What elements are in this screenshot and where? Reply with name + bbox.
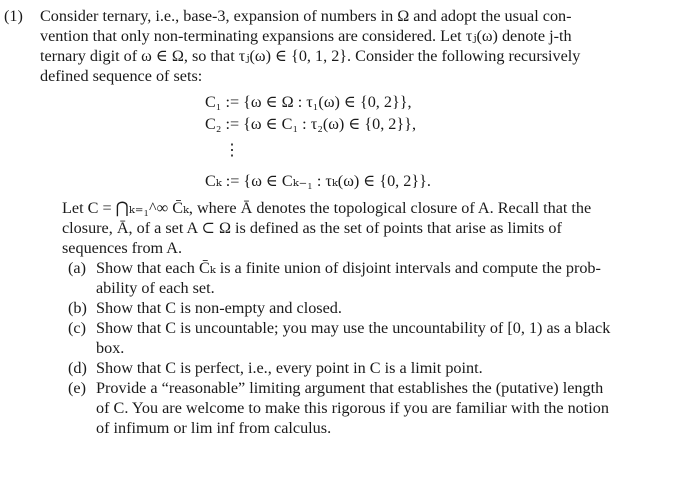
item-a-line: Show that each C̄ₖ is a finite union of disjoint intervals and compute the prob- [96,259,601,277]
item-e-line: of C. You are welcome to make this rigorous if you are familiar with the notion [96,399,609,417]
item-a-line: ability of each set. [96,279,215,297]
intro-line: ternary digit of ω ∈ Ω, so that τⱼ(ω) ∈ {0, 1, 2}. Consider the following recursively [40,47,581,65]
equation-ck: Cₖ := {ω ∈ Cₖ₋₁ : τₖ(ω) ∈ {0, 2}}. [205,172,431,190]
item-e-label: (e) [68,379,86,397]
equation-c1: C₁ := {ω ∈ Ω : τ₁(ω) ∈ {0, 2}}, [205,93,412,111]
item-e-line: Provide a “reasonable” limiting argument that establishes the (putative) length [96,379,604,397]
let-line: closure, Ā, of a set A ⊂ Ω is defined as the set of points that arise as limits of [62,219,562,237]
let-line: sequences from A. [62,239,183,257]
equation-vdots: ⋮ [224,141,241,159]
item-e-line: of infimum or lim inf from calculus. [96,419,332,437]
item-c-line: box. [96,339,125,357]
intro-line: defined sequence of sets: [40,67,203,85]
item-d-line: Show that C is perfect, i.e., every point in C is a limit point. [96,359,483,377]
let-line: Let C = ⋂ₖ₌₁^∞ C̄ₖ, where Ā denotes the topological closure of A. Recall that the [62,199,592,217]
equation-c2: C₂ := {ω ∈ C₁ : τ₂(ω) ∈ {0, 2}}, [205,115,416,133]
item-b-line: Show that C is non-empty and closed. [96,299,342,317]
intro-line: Consider ternary, i.e., base-3, expansion of numbers in Ω and adopt the usual con- [40,7,572,25]
item-b-label: (b) [68,299,87,317]
item-a-label: (a) [68,259,86,277]
item-c-label: (c) [68,319,86,337]
intro-line: vention that only non-terminating expansions are considered. Let τⱼ(ω) denote j-th [40,27,572,45]
item-c-line: Show that C is uncountable; you may use the uncountability of [0, 1) as a black [96,319,611,337]
item-d-label: (d) [68,359,87,377]
problem-number: (1) [4,7,23,25]
